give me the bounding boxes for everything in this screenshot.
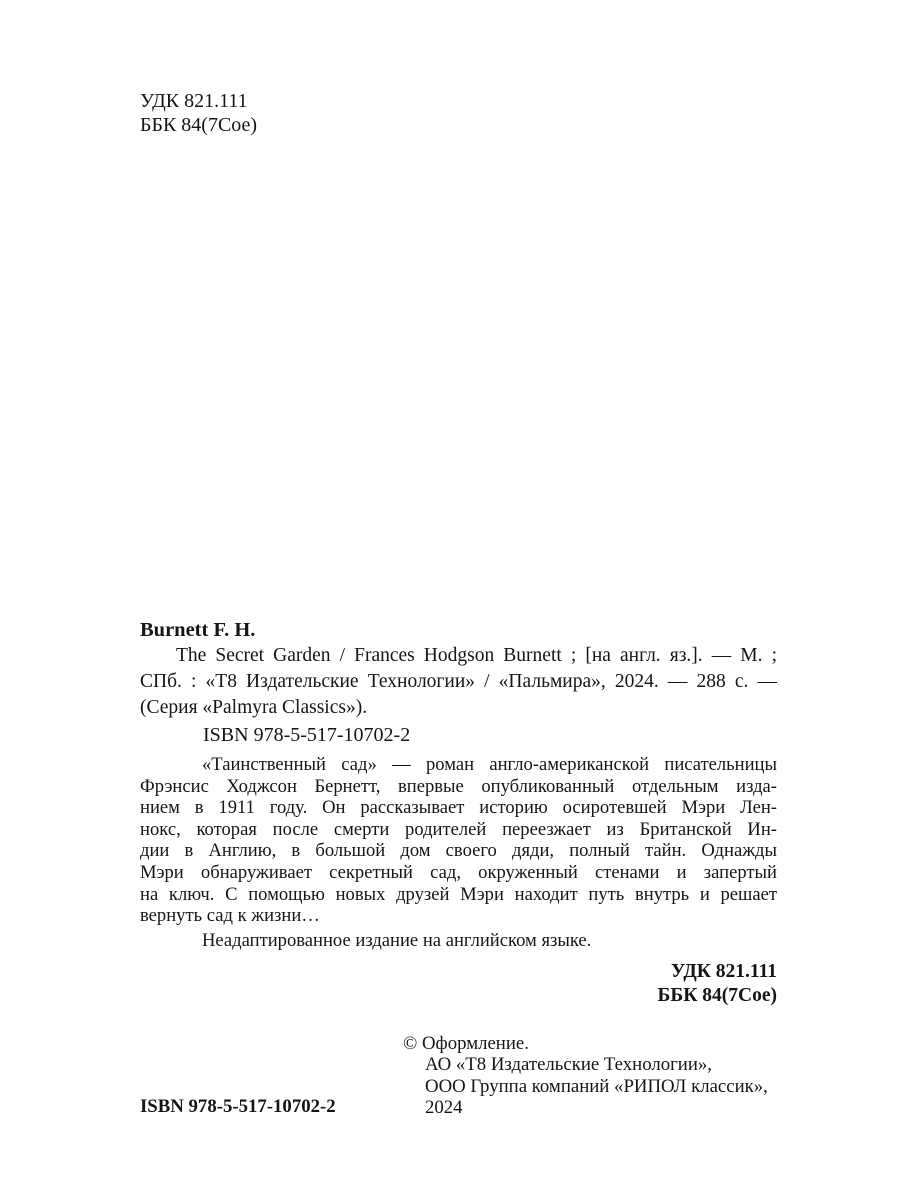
isbn-number: ISBN 978-5-517-10702-2 bbox=[203, 724, 411, 746]
annotation-line: нием в 1911 году. Он рассказывает историю осиротевшей Мэри Лен- bbox=[140, 797, 777, 819]
annotation-paragraph bbox=[140, 754, 777, 927]
annotation-line: Фрэнсис Ходжсон Бернетт, впервые опубликованный отдельным изда- bbox=[140, 775, 777, 797]
copyright-line: ООО Группа компаний «РИПОЛ классик», 2024 bbox=[425, 1075, 768, 1119]
copyright-block bbox=[403, 1033, 777, 1119]
bibliographic-description bbox=[140, 643, 777, 721]
udk-code-top: УДК 821.111 bbox=[140, 90, 248, 112]
isbn-footer: ISBN 978-5-517-10702-2 bbox=[140, 1096, 336, 1118]
bbk-code-top: ББК 84(7Сое) bbox=[140, 113, 258, 136]
imprint-footer bbox=[140, 1033, 777, 1119]
biblio-line: The Secret Garden / Frances Hodgson Burnett ; [на англ. яз.]. — М. ; bbox=[176, 645, 777, 666]
biblio-line: СПб. : «Т8 Издательские Технологии» / «Пальмира», 2024. — 288 с. — bbox=[140, 671, 777, 692]
bbk-code-right: ББК 84(7Сое) bbox=[657, 984, 777, 1006]
annotation-line: на ключ. С помощью новых друзей Мэри находит путь внутрь и решает bbox=[140, 883, 777, 905]
copyright-line: © Оформление. bbox=[403, 1033, 529, 1054]
catalog-card bbox=[140, 617, 777, 1007]
classification-codes-right bbox=[140, 960, 777, 1007]
copyright-line: АО «Т8 Издательские Технологии», bbox=[425, 1054, 712, 1076]
annotation-line: вернуть сад к жизни… bbox=[140, 905, 320, 927]
annotation-line: «Таинственный сад» — роман англо-американской писательницы bbox=[202, 754, 777, 775]
biblio-line: (Серия «Palmyra Classics»). bbox=[140, 697, 368, 718]
udk-code-right: УДК 821.111 bbox=[671, 961, 777, 983]
author-heading: Burnett F. H. bbox=[140, 619, 256, 641]
edition-note: Неадаптированное издание на английском языке. bbox=[202, 929, 592, 951]
annotation-line: Мэри обнаруживает секретный сад, окруженный стенами и запертый bbox=[140, 861, 777, 883]
annotation-line: дии в Англию, в большой дом своего дяди, полный тайн. Однажды bbox=[140, 840, 777, 862]
top-classification-codes bbox=[140, 90, 257, 137]
annotation-line: нокс, которая после смерти родителей переезжает из Британской Ин- bbox=[140, 818, 777, 840]
